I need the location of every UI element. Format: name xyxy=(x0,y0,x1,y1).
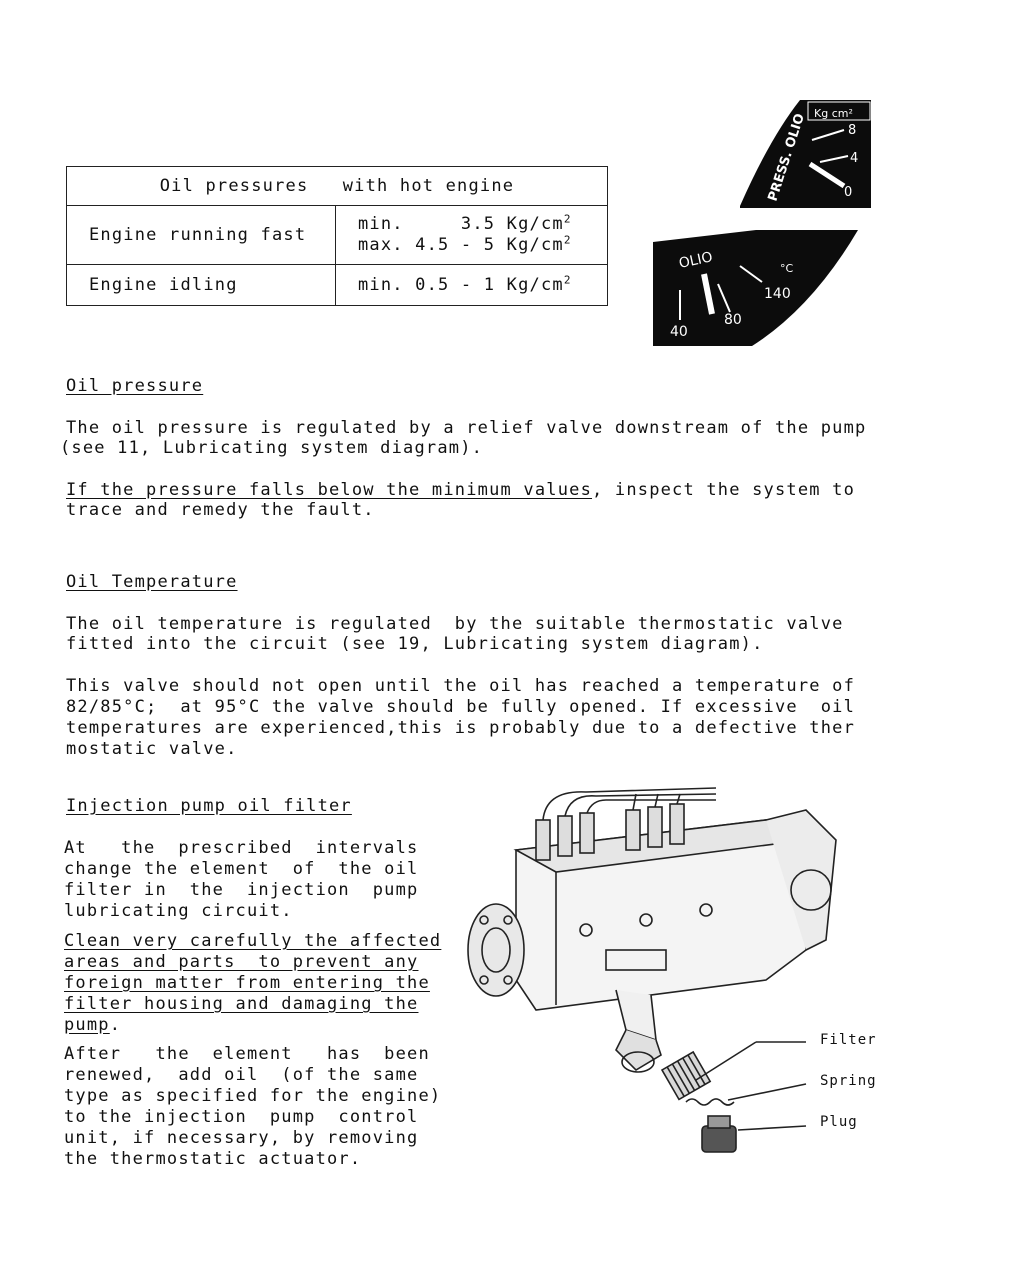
text-span: , inspect the system to xyxy=(592,480,856,500)
paragraph-line: The oil temperature is regulated by the suitable thermostatic valve xyxy=(66,614,844,634)
gauge-tick: 0 xyxy=(844,185,853,200)
paragraph-line: This valve should not open until the oil has reached a temperature of xyxy=(66,676,856,696)
paragraph-line: 82/85°C; at 95°C the valve should be fully opened. If excessive oil xyxy=(66,697,856,717)
paragraph-line: mostatic valve. xyxy=(66,739,238,759)
table-cell-values xyxy=(336,206,608,265)
injection-pump-illustration xyxy=(466,780,886,1170)
paragraph-line: change the element of the oil xyxy=(64,859,419,879)
paragraph-line: type as specified for the engine) xyxy=(64,1086,442,1106)
paragraph-line: filter housing and damaging the xyxy=(64,994,419,1014)
paragraph-line: to the injection pump control xyxy=(64,1107,419,1127)
paragraph-line: At the prescribed intervals xyxy=(64,838,419,858)
gauge-unit: °C xyxy=(780,262,794,275)
section-heading-oil-pressure: Oil pressure xyxy=(66,376,204,396)
gauge-tick: 80 xyxy=(724,312,742,328)
paragraph xyxy=(64,1044,441,1170)
paragraph-line: lubricating circuit. xyxy=(64,901,293,921)
superscript: 2 xyxy=(563,233,572,247)
gauge-tick: 8 xyxy=(848,123,857,138)
oil-pressure-gauge xyxy=(740,98,872,210)
table-title: Oil pressures with hot engine xyxy=(67,167,608,206)
spring-icon xyxy=(686,1099,734,1105)
paragraph-line: After the element has been xyxy=(64,1044,430,1064)
paragraph-line: unit, if necessary, by removing xyxy=(64,1128,419,1148)
gauge-tick: 140 xyxy=(764,286,791,302)
table-row xyxy=(67,265,608,306)
paragraph-underlined xyxy=(64,931,441,1036)
text-span: . xyxy=(109,1015,122,1035)
value-line: min. 3.5 Kg/cm xyxy=(358,214,564,234)
paragraph-line xyxy=(64,1015,441,1036)
section-heading-injection-pump: Injection pump oil filter xyxy=(66,796,352,816)
value-line: min. 0.5 - 1 Kg/cm xyxy=(358,274,564,295)
gauge-unit: Kg cm² xyxy=(814,107,853,120)
underlined-text: pump xyxy=(64,1015,110,1035)
paragraph-line: renewed, add oil (of the same xyxy=(64,1065,419,1085)
gauge-label: PRESS. OLIO xyxy=(765,111,809,204)
paragraph-line: temperatures are experienced,this is probably due to a defective ther xyxy=(66,718,856,738)
paragraph-line: (see 11, Lubricating system diagram). xyxy=(60,438,484,458)
paragraph-line: foreign matter from entering the xyxy=(64,973,430,993)
section-heading-oil-temperature: Oil Temperature xyxy=(66,572,238,592)
callout-plug: Plug xyxy=(820,1114,858,1130)
paragraph-line: Clean very carefully the affected xyxy=(64,931,442,951)
gauge-tick: 40 xyxy=(670,324,688,340)
underlined-text: If the pressure falls below the minimum values xyxy=(66,480,593,500)
paragraph-line: filter in the injection pump xyxy=(64,880,419,900)
oil-pressure-table xyxy=(66,166,608,306)
gauge-label: OLIO xyxy=(677,249,715,272)
paragraph-line: fitted into the circuit (see 19, Lubricating system diagram). xyxy=(66,634,764,654)
paragraph-line: The oil pressure is regulated by a relief valve downstream of the pump xyxy=(66,418,867,438)
value-line: max. 4.5 - 5 Kg/cm xyxy=(358,235,564,255)
paragraph-line: areas and parts to prevent any xyxy=(64,952,419,972)
superscript: 2 xyxy=(563,212,572,226)
table-row xyxy=(67,206,608,265)
gauge-tick: 4 xyxy=(850,151,859,166)
table-cell-condition: Engine idling xyxy=(67,265,336,306)
callout-spring: Spring xyxy=(820,1073,877,1089)
paragraph-line: the thermostatic actuator. xyxy=(64,1149,362,1169)
paragraph-line xyxy=(66,480,855,501)
paragraph-line: trace and remedy the fault. xyxy=(66,500,375,520)
plug-icon xyxy=(702,1116,736,1152)
callout-filter: Filter xyxy=(820,1032,877,1048)
paragraph xyxy=(64,838,418,922)
oil-temperature-gauge xyxy=(652,228,860,348)
superscript: 2 xyxy=(563,272,572,286)
table-cell-values xyxy=(336,265,608,306)
table-cell-condition: Engine running fast xyxy=(67,206,336,265)
